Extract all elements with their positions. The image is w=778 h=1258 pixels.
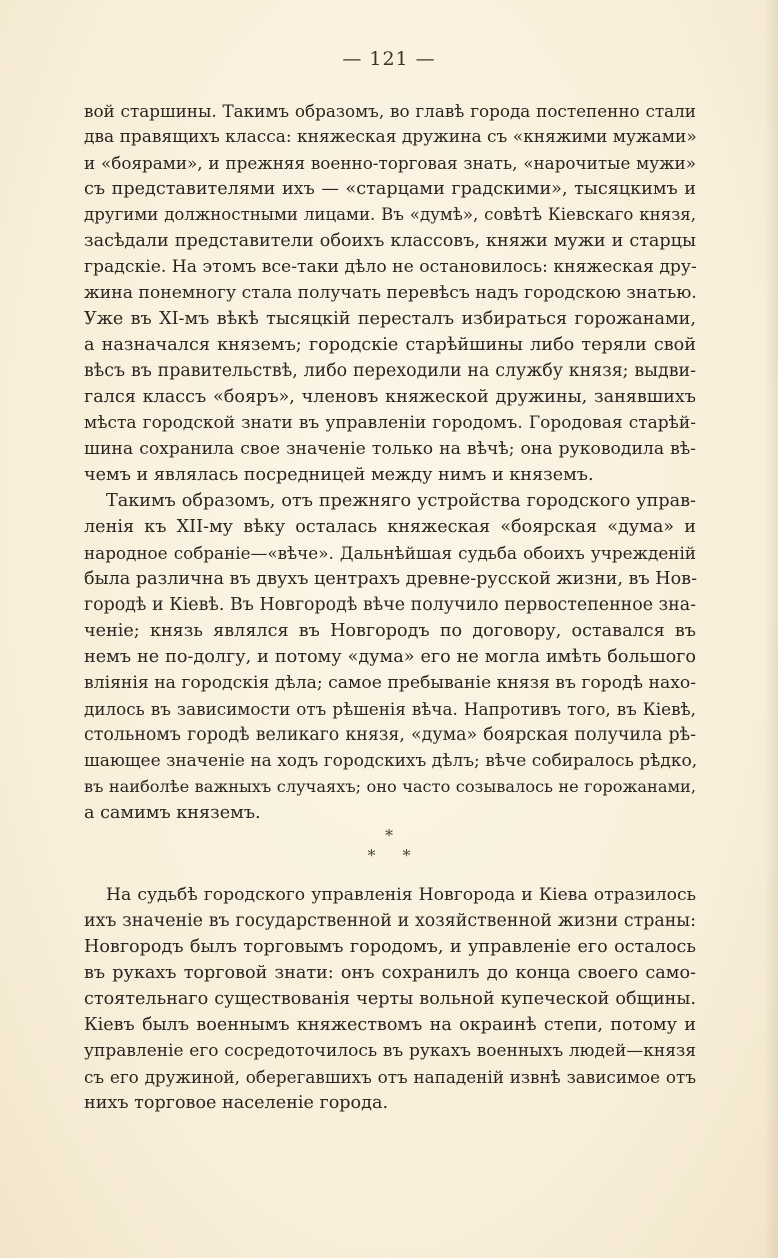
text-line: гался классъ «бояръ», членовъ княжеской дружины, занявшихъ <box>84 387 696 407</box>
text-line: въ наиболѣе важныхъ случаяхъ; оно часто созывалось не горожанами, <box>84 777 696 796</box>
text-line: и «боярами», и прежняя военно-торговая знать, «нарочитые мужи» <box>84 153 696 173</box>
text-line: была различна въ двухъ центрахъ древне-русской жизни, въ Нов- <box>84 569 698 589</box>
text-line: ленія къ XII-му вѣку осталась княжеская «боярская «дума» и <box>84 517 696 537</box>
text-block-upper <box>84 98 696 826</box>
text-line: въ рукахъ торговой знати: онъ сохранилъ до конца своего само- <box>84 963 696 983</box>
page-edge-shadow <box>764 0 778 1258</box>
text-line: Уже въ XI-мъ вѣкѣ тысяцкій пересталъ избираться горожанами, <box>84 309 696 329</box>
text-block-lower <box>84 882 696 1116</box>
text-line: а назначался княземъ; городскіе старѣйшины либо теряли свой <box>84 335 696 355</box>
paragraph-2 <box>84 488 696 826</box>
text-line: нихъ торговое населеніе города. <box>84 1093 389 1113</box>
page-number: — 121 — <box>342 48 436 70</box>
text-line: шающее значеніе на ходъ городскихъ дѣлъ; вѣче собиралось рѣдко, <box>84 751 698 771</box>
text-line: Такимъ образомъ, отъ прежняго устройства городского управ- <box>106 491 696 511</box>
text-line: городѣ и Кіевѣ. Въ Новгородѣ вѣче получило первостепенное зна- <box>84 595 696 615</box>
text-line: а самимъ княземъ. <box>84 803 261 823</box>
text-line: жина понемногу стала получать перевѣсъ надъ городскою знатью. <box>84 283 697 303</box>
text-line: вліянія на городскія дѣла; самое пребываніе князя въ городѣ нахо- <box>84 673 697 693</box>
text-line: ченіе; князь являлся въ Новгородъ по договору, оставался въ <box>84 621 696 641</box>
text-line: На судьбѣ городского управленія Новгорода и Кіева отразилось <box>106 885 696 905</box>
paragraph-3 <box>84 882 696 1116</box>
text-line: мѣста городской знати въ управленіи городомъ. Городовая старѣй- <box>84 413 696 433</box>
asterism-bottom: * * <box>367 846 411 865</box>
text-line: съ представителями ихъ — «старцами градскими», тысяцкимъ и <box>84 179 696 199</box>
text-line: стольномъ городѣ великаго князя, «дума» боярская получила рѣ- <box>84 725 696 745</box>
text-line: два правящихъ класса: княжеская дружина съ «княжими мужами» <box>84 127 697 147</box>
text-line: вѣсъ въ правительствѣ, либо переходили на службу князя; выдви- <box>84 361 696 381</box>
text-line: Кіевъ былъ военнымъ княжествомъ на окраинѣ степи, потому и <box>84 1015 696 1035</box>
asterism-top: * <box>385 826 393 845</box>
section-divider-asterism <box>0 826 778 866</box>
text-line: шина сохранила свое значеніе только на вѣчѣ; она руководила вѣ- <box>84 439 696 459</box>
text-line: Новгородъ былъ торговымъ городомъ, и управленіе его осталось <box>84 937 696 957</box>
paragraph-1 <box>84 98 696 488</box>
text-line: стоятельнаго существованія черты вольной купеческой общины. <box>84 989 696 1009</box>
text-line: засѣдали представители обоихъ классовъ, княжи мужи и старцы <box>84 231 696 251</box>
text-line: чемъ и являлась посредницей между нимъ и княземъ. <box>84 465 594 485</box>
text-line: съ его дружиной, оберегавшихъ отъ нападеній извнѣ зависимое отъ <box>84 1067 696 1087</box>
text-line: народное собраніе—«вѣче». Дальнѣйшая судьба обоихъ учрежденій <box>84 543 696 563</box>
text-line: управленіе его сосредоточилось въ рукахъ военныхъ людей—князя <box>84 1041 696 1061</box>
text-line: немъ не по-долгу, и потому «дума» его не могла имѣть большого <box>84 647 696 667</box>
text-line: дилось въ зависимости отъ рѣшенія вѣча. Напротивъ того, въ Кіевѣ, <box>84 699 696 719</box>
text-line: ихъ значеніе въ государственной и хозяйственной жизни страны: <box>84 911 696 931</box>
text-line: градскіе. На этомъ все-таки дѣло не остановилось: княжеская дру- <box>84 257 697 277</box>
text-line: вой старшины. Такимъ образомъ, во главѣ города постепенно стали <box>84 101 696 121</box>
text-line: другими должностными лицами. Въ «думѣ», совѣтѣ Кіевскаго князя, <box>84 205 696 224</box>
